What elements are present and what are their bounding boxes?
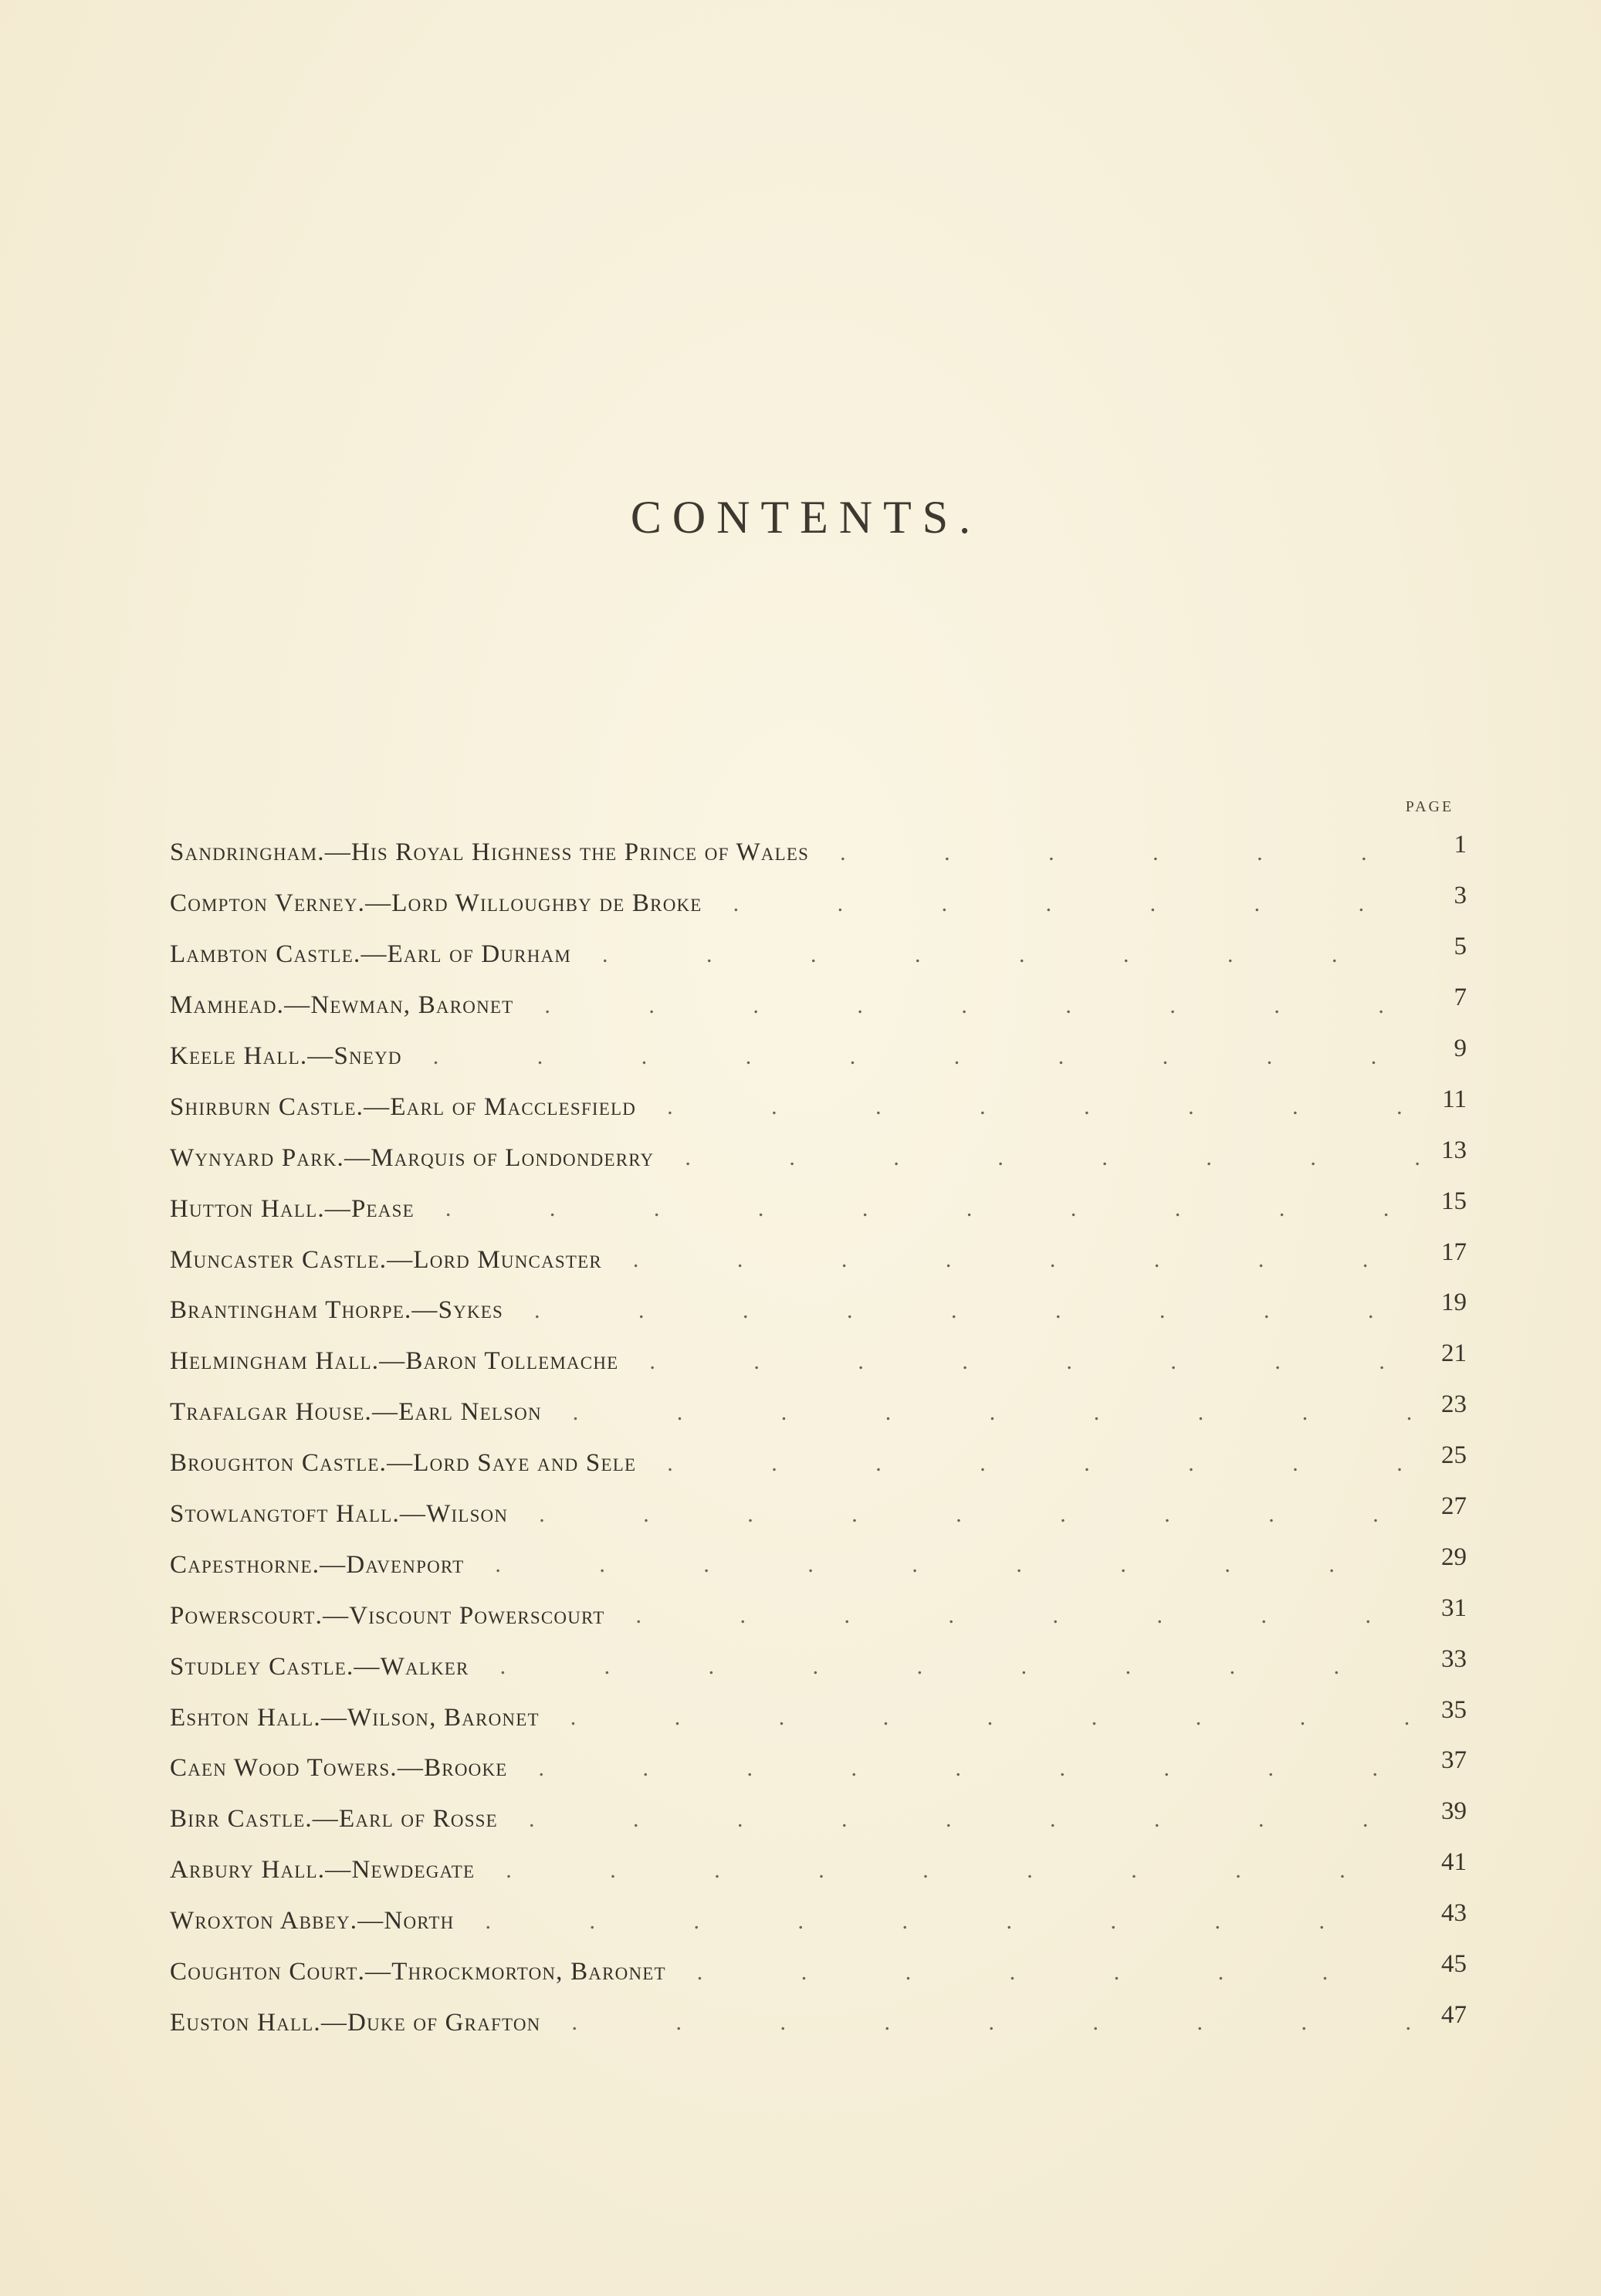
dot-leader (540, 1705, 1420, 1731)
dot-leader (454, 1908, 1420, 1935)
entry-page-number: 31 (1441, 1593, 1467, 1622)
contents-entry (170, 1743, 1467, 1794)
dot-leader (402, 1044, 1420, 1070)
entry-page-number: 19 (1441, 1289, 1467, 1317)
contents-entry (170, 1794, 1467, 1845)
entry-page-number: 11 (1442, 1085, 1467, 1113)
entry-title: Muncaster Castle.—Lord Muncaster (170, 1245, 602, 1274)
contents-entry (170, 1539, 1467, 1590)
dot-leader (464, 1552, 1420, 1578)
contents-entry (170, 1234, 1467, 1285)
entry-page-number: 17 (1441, 1238, 1467, 1266)
entry-page-number: 7 (1454, 984, 1467, 1012)
dot-leader (571, 942, 1420, 968)
contents-entry (170, 930, 1467, 980)
dot-leader (604, 1603, 1420, 1629)
entry-title: Helmingham Hall.—Baron Tollemache (170, 1347, 619, 1376)
entry-page-number: 47 (1441, 2000, 1467, 2029)
entry-title: Coughton Court.—Throckmorton, Baronet (170, 1958, 666, 1986)
entry-page-number: 25 (1441, 1441, 1467, 1470)
contents-entry (170, 1336, 1467, 1387)
entry-page-number: 13 (1441, 1136, 1467, 1164)
contents-entry (170, 1692, 1467, 1743)
entry-title: Birr Castle.—Earl of Rosse (170, 1805, 498, 1834)
contents-entry (170, 1184, 1467, 1234)
contents-entry (170, 1590, 1467, 1641)
dot-leader (508, 1756, 1420, 1782)
contents-entry (170, 828, 1467, 879)
entry-title: Shirburn Castle.—Earl of Macclesfield (170, 1092, 637, 1121)
entry-title: Trafalgar House.—Earl Nelson (170, 1398, 542, 1427)
dot-leader (702, 891, 1420, 917)
contents-entry (170, 1387, 1467, 1438)
entry-title: Compton Verney.—Lord Willoughby de Broke (170, 889, 702, 918)
dot-leader (618, 1349, 1420, 1375)
entry-page-number: 43 (1441, 1899, 1467, 1928)
contents-entry (170, 1896, 1467, 1947)
entry-page-number: 5 (1454, 933, 1467, 961)
contents-entry (170, 1489, 1467, 1540)
entry-page-number: 41 (1441, 1848, 1467, 1877)
contents-entry (170, 1997, 1467, 2048)
page-column-heading: PAGE (1405, 798, 1454, 815)
entry-title: Hutton Hall.—Pease (170, 1194, 415, 1223)
dot-leader (540, 2010, 1420, 2036)
dot-leader (415, 1196, 1420, 1222)
entry-title: Sandringham.—His Royal Highness the Prince of Wales (170, 838, 810, 867)
entry-page-number: 39 (1441, 1797, 1467, 1826)
entry-page-number: 27 (1441, 1492, 1467, 1521)
entry-page-number: 9 (1454, 1035, 1467, 1062)
entry-title: Lambton Castle.—Earl of Durham (170, 940, 571, 969)
entry-title: Euston Hall.—Duke of Grafton (170, 2008, 541, 2037)
entry-title: Caen Wood Towers.—Brooke (170, 1754, 508, 1783)
entry-page-number: 33 (1441, 1644, 1467, 1673)
entry-title: Wynyard Park.—Marquis of Londonderry (170, 1143, 655, 1172)
entry-title: Wroxton Abbey.—North (170, 1907, 455, 1935)
contents-entry (170, 1031, 1467, 1082)
page-title: CONTENTS. (630, 492, 982, 543)
dot-leader (475, 1857, 1420, 1884)
contents-entry (170, 1438, 1467, 1489)
dot-leader (469, 1654, 1420, 1680)
contents-entry (170, 1845, 1467, 1896)
dot-leader (654, 1145, 1420, 1171)
contents-entry (170, 1082, 1467, 1133)
entry-title: Powerscourt.—Viscount Powerscourt (170, 1601, 605, 1630)
contents-entry (170, 1947, 1467, 1998)
entry-page-number: 29 (1441, 1543, 1467, 1571)
entry-title: Keele Hall.—Sneyd (170, 1042, 402, 1070)
dot-leader (666, 1959, 1420, 1986)
entry-title: Capesthorne.—Davenport (170, 1550, 465, 1579)
dot-leader (636, 1451, 1420, 1477)
entry-page-number: 35 (1441, 1695, 1467, 1724)
contents-entry (170, 980, 1467, 1031)
entry-page-number: 21 (1441, 1339, 1467, 1368)
dot-leader (542, 1400, 1420, 1426)
entry-title: Stowlangtoft Hall.—Wilson (170, 1500, 509, 1529)
dot-leader (602, 1247, 1420, 1273)
entry-title: Brantingham Thorpe.—Sykes (170, 1296, 504, 1325)
entry-page-number: 37 (1441, 1746, 1467, 1775)
dot-leader (498, 1807, 1420, 1833)
entry-page-number: 15 (1441, 1187, 1467, 1215)
entry-page-number: 23 (1441, 1390, 1467, 1419)
contents-entry (170, 1641, 1467, 1692)
dot-leader (809, 840, 1420, 866)
contents-entry (170, 879, 1467, 930)
entry-title: Arbury Hall.—Newdegate (170, 1856, 476, 1885)
entry-page-number: 1 (1454, 831, 1467, 859)
contents-list (170, 828, 1467, 2048)
dot-leader (513, 993, 1420, 1019)
contents-entry (170, 1285, 1467, 1336)
entry-title: Broughton Castle.—Lord Saye and Sele (170, 1449, 637, 1478)
dot-leader (503, 1298, 1420, 1324)
entry-page-number: 3 (1454, 882, 1467, 910)
entry-page-number: 45 (1441, 1950, 1467, 1979)
dot-leader (508, 1502, 1420, 1528)
entry-title: Eshton Hall.—Wilson, Baronet (170, 1703, 540, 1732)
dot-leader (636, 1094, 1420, 1120)
entry-title: Studley Castle.—Walker (170, 1652, 469, 1681)
contents-entry (170, 1133, 1467, 1184)
entry-title: Mamhead.—Newman, Baronet (170, 991, 514, 1020)
